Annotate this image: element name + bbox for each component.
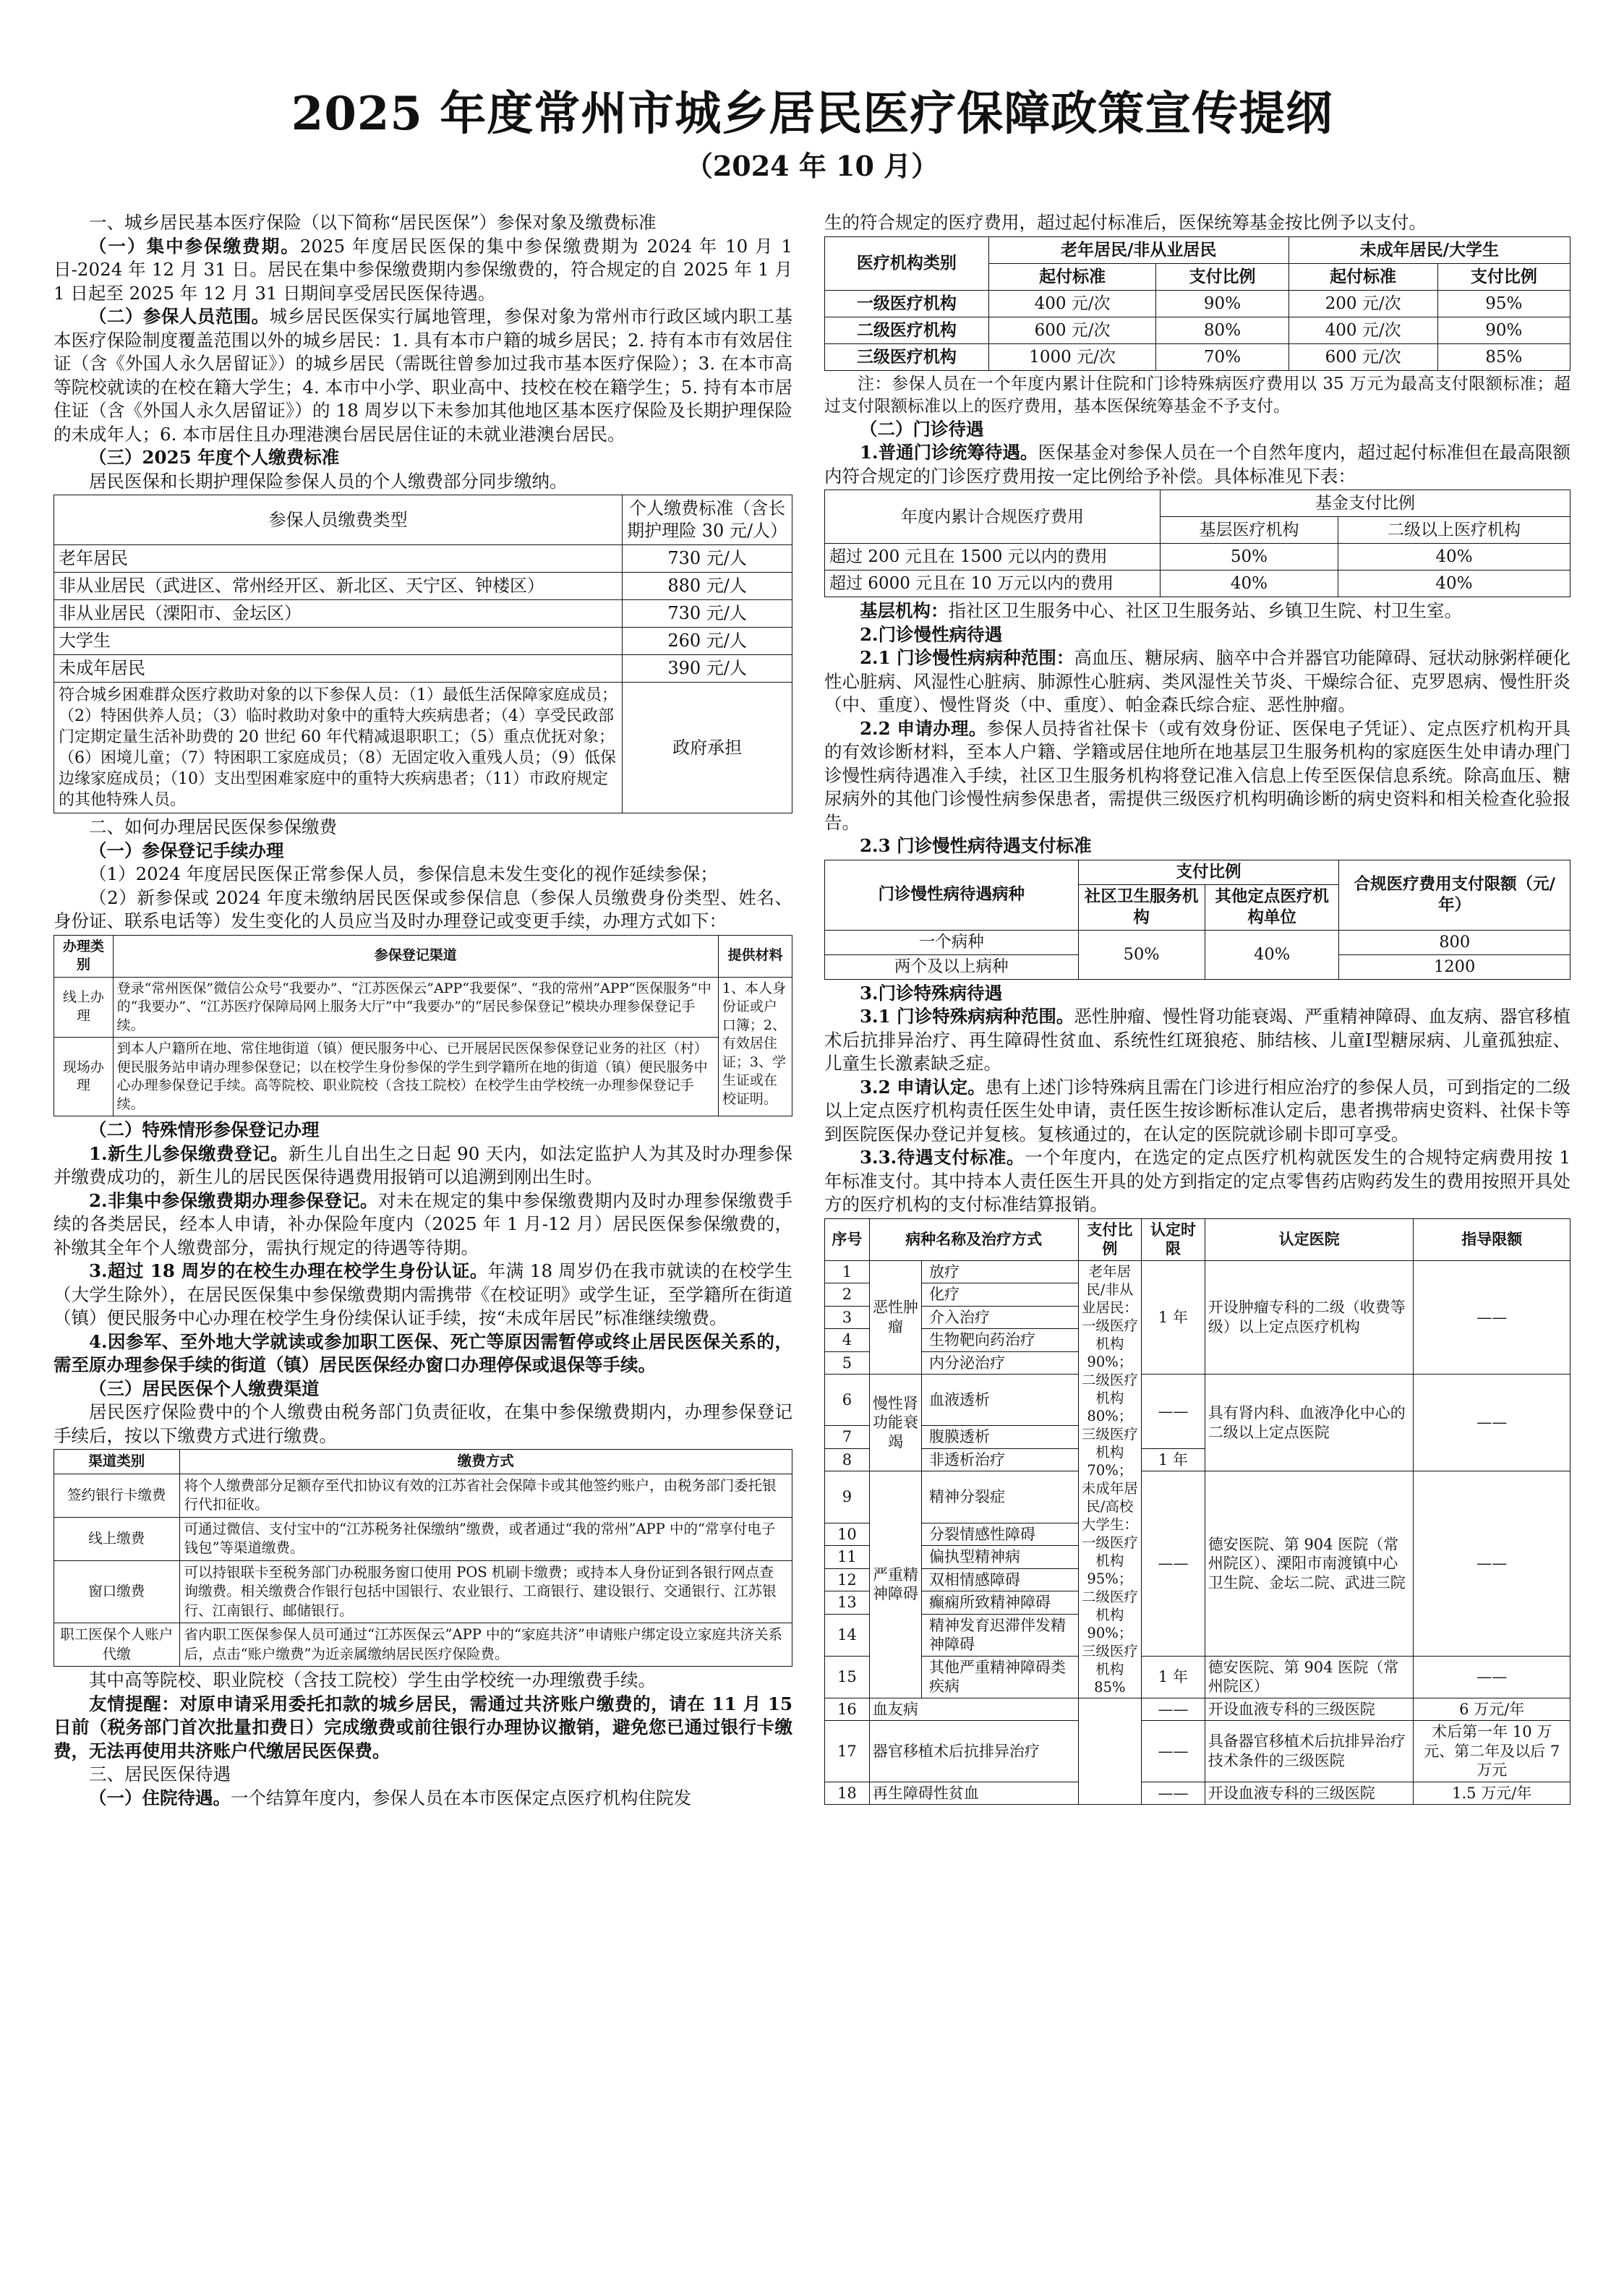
reg-online-text: 登录“常州医保”微信公众号“我要办”、“江苏医保云”APP“我要保”、“我的常州”APP“医保服务”中的“我要办”、“江苏医疗保障局网上服务大厅”中“我要办”的“居民参保登记”模块办理参保登记手续。 [113,977,718,1038]
section-2-2-3-lead: 3.超过 18 周岁的在校生办理在校学生身份认证。 [89,1260,488,1281]
section-3-3-pay-text: 一个年度内，在选定的定点医疗机构就医发生的合规特定病费用按 1 年标准支付。其中持本人责任医生开具的处方到指定的定点零售药店购药发生的费用按照开具处方的医疗机构的支付标准结算报销。 [824,1147,1571,1215]
sp-no: 2 [825,1283,870,1307]
reg-offline-text: 到本人户籍所在地、常住地街道（镇）便民服务中心、已开展居民医保参保登记业务的社区（村）便民服务站申请办理参保登记；以在校学生身份参保的学生到学籍所在地的街道（镇）便民服务中心办理参保登记手续。高等院校、职业院校（含技工院校）在校学生由学校统一办理参保登记手续。 [113,1038,718,1116]
sp-no: 15 [825,1656,870,1698]
sp-disease: 其他严重精神障碍类疾病 [922,1656,1079,1698]
inpatient-cell: 1000 元/次 [988,343,1156,370]
sp-no: 16 [825,1698,870,1721]
pay-header-type: 渠道类别 [54,1450,180,1474]
section-1-2-lead: （二）参保人员范围。 [89,306,270,327]
table-row [54,1560,792,1623]
table-row [54,977,792,1038]
table-row [54,628,792,655]
sp-header-no: 序号 [825,1218,870,1260]
op-header-high: 二级以上医疗机构 [1338,517,1570,544]
table-row [825,1782,1570,1805]
section-3-1-text: 一个结算年度内，参保人员在本市医保定点医疗机构住院发 [231,1787,691,1808]
registration-table [54,935,792,1117]
section-1-1-text: 2025 年度居民医保的集中参保缴费期为 2024 年 10 月 1 日-2024 年 12 月 31 日。居民在集中参保缴费期内参保缴费的，符合规定的自 2025 年 1 月 1 日起至 2025 年 12 月 31 日期间享受居民医保待遇。 [54,235,792,304]
section-3-1-continued: 生的符合规定的医疗费用，超过起付标准后，医保统筹基金按比例予以支付。 [824,212,1427,233]
sp-r16-period: —— [1142,1698,1205,1721]
section-2-2-text: 参保人员持省社保卡（或有效身份证、医保电子凭证）、定点医疗机构开具的有效诊断材料，至本人户籍、学籍或居住地所在地基层卫生服务机构的家庭医生处申请办理门诊慢性病待遇准入手续，社区卫生服务机构将登记准入信息上传至医保信息系统。除高血压、糖尿病外的其他门诊慢性病参保患者，需提供三级医疗机构明确诊断的病史资料和相关检查化验报告。 [824,717,1571,833]
chronic-header-group: 支付比例 [1078,860,1339,884]
outpatient-table [824,490,1570,597]
inpatient-type-cell: 三级医疗机构 [825,343,989,370]
sp-no: 9 [825,1471,870,1523]
right-column [824,211,1570,1807]
inpatient-cell: 400 元/次 [1288,317,1437,343]
reg-offline-label: 现场办理 [54,1038,114,1116]
chronic-comm: 50% [1078,930,1205,979]
sp-disease: 非透析治疗 [922,1448,1079,1471]
chronic-header-disease: 门诊慢性病待遇病种 [825,860,1079,930]
fee-type-cell: 老年居民 [54,545,623,573]
table-row [54,1623,792,1667]
sp-disease: 分裂情感性障碍 [922,1523,1079,1546]
section-2-2-4: 4.因参军、至外地大学就读或参加职工医保、死亡等原因需暂停或终止居民医保关系的，需至原办理参保手续的街道（镇）居民医保经办窗口办理停保或退保等手续。 [54,1330,792,1375]
friendly-reminder: 友情提醒：对原申请采用委托扣款的城乡居民，需通过共济账户缴费的，请在 11 月 15 日前（税务部门首次批量扣费日）完成缴费或前往银行办理协议撤销，避免您已通过银行卡缴费，无法再使用共济账户代缴居民医保费。 [54,1693,792,1761]
reg-header-materials: 提供材料 [718,935,792,977]
op-header-group: 基金支付比例 [1160,490,1570,517]
inpatient-type-cell: 二级医疗机构 [825,317,989,343]
sp-no: 10 [825,1523,870,1546]
section-3-heading: 三、居民医保待遇 [89,1764,231,1785]
table-row [825,544,1570,570]
table-row [825,1698,1570,1721]
section-2-2-1 [54,1142,792,1189]
section-2-2-3-text: 年满 18 周岁仍在我市就读的在校学生（大学生除外），在居民医保集中参保缴费期内需携带《在校证明》或学生证，至学籍所在街道（镇）便民服务中心办理在校学生身份续保认证手续，按“未成年居民”标准继续缴费。 [54,1260,793,1328]
reg-header-channel: 参保登记渠道 [113,935,718,977]
pay-method-cell: 省内职工医保参保人员可通过“江苏医保云”APP 中的“家庭共济”申请账户绑定设立家庭共济关系后，点击“账户缴费”为近亲属缴纳居民医疗保险费。 [179,1623,792,1667]
sp-no: 1 [825,1260,870,1283]
chronic-table [824,860,1570,980]
sp-r17-name: 器官移植术后抗排异治疗 [869,1721,1078,1782]
inpatient-header-start: 起付标准 [1288,263,1437,290]
section-3-2-1 [824,441,1570,488]
sp-header-disease: 病种名称及治疗方式 [869,1218,1078,1260]
sp-r18-hosp: 开设血液专科的三级医院 [1205,1782,1414,1805]
section-1-3-text: 居民医保和长期护理保险参保人员的个人缴费部分同步缴纳。 [89,470,568,492]
chronic-limit1: 800 [1339,930,1570,954]
table-row [825,1656,1570,1698]
op-high-cell: 40% [1338,570,1570,597]
sp-header-limit: 指导限额 [1414,1218,1570,1260]
table-row [825,570,1570,597]
sp-r17-hosp: 具备器官移植术后抗排异治疗技术条件的三级医院 [1205,1721,1414,1782]
section-3-1-scope-lead: 3.1 门诊特殊病病种范围。 [860,1006,1074,1027]
sp-no: 8 [825,1448,870,1471]
fee-table-header-fee: 个人缴费标准（含长期护理险 30 元/人） [623,495,792,545]
section-3-2-apply [824,1076,1570,1147]
sp-disease: 腹膜透析 [922,1426,1079,1449]
sp-mental-period: —— [1142,1471,1205,1656]
sp-no: 13 [825,1591,870,1615]
sp-group-tumor: 恶性肿瘤 [869,1260,921,1375]
section-2-1-heading: （一）参保登记手续办理 [89,839,284,861]
sp-renal-period3: 1 年 [1142,1448,1205,1471]
inpatient-note: 注：参保人员在一个年度内累计住院和门诊特殊病医疗费用以 35 万元为最高支付限额标准；超过支付限额标准以上的医疗费用，基本医保统筹基金不予支付。 [824,374,1570,416]
inpatient-cell: 400 元/次 [988,290,1156,317]
sp-no: 7 [825,1426,870,1449]
section-1-1-lead: （一）集中参保缴费期。 [89,235,300,257]
reg-online-label: 线上办理 [54,977,114,1038]
op-high-cell: 40% [1338,544,1570,570]
pay-type-cell: 线上缴费 [54,1517,180,1560]
section-1-1 [54,235,792,306]
section-2-2-2 [54,1189,792,1260]
section-2-1-scope [824,646,1570,717]
table-row [825,1471,1570,1523]
pay-header-method: 缴费方式 [179,1450,792,1474]
sp-r18-period: —— [1142,1782,1205,1805]
sp-no: 3 [825,1306,870,1329]
table-row [54,573,792,600]
section-2-heading: 二、如何办理居民医保参保缴费 [89,816,337,837]
sp-disease: 介入治疗 [922,1306,1079,1329]
sp-ratio-continued [1078,1698,1142,1805]
sp-no: 12 [825,1568,870,1591]
sp-disease: 生物靶向药治疗 [922,1329,1079,1352]
sp-tumor-limit: —— [1414,1260,1570,1375]
op-range-cell: 超过 200 元且在 1500 元以内的费用 [825,544,1161,570]
reg-materials: 1、本人身份证或户口簿；2、有效居住证；3、学生证或在校证明。 [718,977,792,1116]
sp-disease: 精神分裂症 [922,1471,1079,1523]
sp-disease: 化疗 [922,1283,1079,1307]
section-2-3-text: 居民医疗保险费中的个人缴费由税务部门负责征收，在集中参保缴费期内，办理参保登记手续后，按以下缴费方式进行缴费。 [54,1401,792,1446]
inpatient-cell: 95% [1437,290,1570,317]
sp-no: 6 [825,1375,870,1426]
fee-value-cell: 390 元/人 [623,655,792,683]
chronic-other: 40% [1205,930,1339,979]
section-3-1-scope [824,1005,1570,1076]
inpatient-header-type: 医疗机构类别 [825,236,989,290]
sp-disease: 内分泌治疗 [922,1351,1079,1375]
section-3-3-pay-lead: 3.3.待遇支付标准。 [860,1147,1025,1168]
table-row [54,655,792,683]
sp-r18-name: 再生障碍性贫血 [869,1782,1078,1805]
table-row [825,1260,1570,1283]
chronic-header-limit: 合规医疗费用支付限额（元/年） [1339,860,1570,930]
sp-row15-period: 1 年 [1142,1656,1205,1698]
chronic-r1: 一个病种 [825,930,1079,954]
table-row [54,545,792,573]
sp-disease: 偏执型精神病 [922,1546,1079,1569]
inpatient-cell: 90% [1156,290,1288,317]
inpatient-header-group1: 老年居民/非从业居民 [988,236,1288,263]
section-2-2-2-lead: 2.非集中参保缴费期办理参保登记。 [89,1189,378,1211]
inpatient-header-start: 起付标准 [988,263,1156,290]
section-3-1 [54,1787,792,1811]
fee-standard-table [54,495,792,813]
section-2-2-lead: 2.2 申请办理。 [860,717,987,739]
fee-special-cell: 符合城乡困难群众医疗救助对象的以下参保人员：（1）最低生活保障家庭成员；（2）特困供养人员；（3）临时救助对象中的重特大疾病患者；（4）享受民政部门定期定量生活补助费的 20 世纪 60 年代精减退职职工；（5）重点优抚对象；（6）困境儿童；（7）特困职工家庭成员；（8）无固定收入重残人员；（9）低保边缘家庭成员；（10）支出型困难家庭中的重特大疾病患者；（11）市政府规定的其他特殊人员。 [54,683,623,813]
inpatient-cell: 200 元/次 [1288,290,1437,317]
sp-no: 4 [825,1329,870,1352]
fee-type-cell: 非从业居民（溧阳市、金坛区） [54,600,623,628]
sp-mental-hosp: 德安医院、第 904 医院（常州院区）、溧阳市南渡镇中心卫生院、金坛二院、武进三院 [1205,1471,1414,1656]
table-row [825,930,1570,954]
fee-special-value: 政府承担 [623,683,792,813]
sp-header-ratio: 支付比例 [1078,1218,1142,1260]
inpatient-type-cell: 一级医疗机构 [825,290,989,317]
section-3-3-pay [824,1146,1570,1217]
pay-note: 其中高等院校、职业院校（含技工院校）学生由学校统一办理缴费手续。 [89,1670,656,1691]
inpatient-cell: 600 元/次 [1288,343,1437,370]
inpatient-cell: 90% [1437,317,1570,343]
fee-value-cell: 260 元/人 [623,628,792,655]
table-row [54,1517,792,1560]
basic-institution-lead: 基层机构： [860,600,949,621]
sp-renal-period: —— [1142,1375,1205,1449]
special-disease-table [824,1218,1570,1805]
fee-type-cell: 非从业居民（武进区、常州经开区、新北区、天宁区、钟楼区） [54,573,623,600]
inpatient-cell: 85% [1437,343,1570,370]
section-3-1-lead: （一）住院待遇。 [89,1787,231,1808]
fee-value-cell: 880 元/人 [623,573,792,600]
table-row [825,343,1570,370]
section-2-2-3 [54,1260,792,1330]
sp-no: 18 [825,1782,870,1805]
table-row [825,290,1570,317]
inpatient-header-group2: 未成年居民/大学生 [1288,236,1570,263]
section-3-2-heading: （二）门诊待遇 [860,418,984,440]
fee-value-cell: 730 元/人 [623,545,792,573]
sp-tumor-period: 1 年 [1142,1260,1205,1375]
pay-type-cell: 窗口缴费 [54,1560,180,1623]
pay-method-cell: 将个人缴费部分足额存至代扣协议有效的江苏省社会保障卡或其他签约账户，由税务部门委托银行代扣征收。 [179,1474,792,1517]
payment-channel-table [54,1449,792,1667]
section-2-1-p1: （1）2024 年度居民医保正常参保人员，参保信息未发生变化的视作延续参保； [89,863,718,884]
section-2-1-p2: （2）新参保或 2024 年度未缴纳居民医保或参保信息（参保人员缴费身份类型、姓名、身份证、联系电话等）发生变化的人员应当及时办理登记或变更手续，办理方式如下： [54,886,792,931]
basic-institution-def [824,599,1570,623]
fee-table-header-type: 参保人员缴费类型 [54,495,623,545]
table-row [54,1474,792,1517]
sp-group-renal: 慢性肾功能衰竭 [869,1375,921,1471]
fee-value-cell: 730 元/人 [623,600,792,628]
section-2-2-2-text: 对未在规定的集中参保缴费期内及时办理参保缴费手续的各类居民，经本人申请，补办保险年度内（2025 年 1 月-12 月）居民医保参保缴费的，补缴其全年个人缴费部分，需执行规定的待遇等待期。 [54,1189,793,1258]
pay-method-cell: 可通过微信、支付宝中的“江苏税务社保缴纳”缴费，或者通过“我的常州”APP 中的“常享付电子钱包”等渠道缴费。 [179,1517,792,1560]
inpatient-cell: 80% [1156,317,1288,343]
table-row [825,317,1570,343]
chronic-limit2: 1200 [1339,954,1570,979]
section-2-2-1-text: 新生儿自出生之日起 90 天内，如法定监护人为其及时办理参保并缴费成功的，新生儿的居民医保待遇费用报销可以追溯到刚出生时。 [54,1142,792,1187]
chronic-r2: 两个及以上病种 [825,954,1079,979]
sp-disease: 双相情感障碍 [922,1568,1079,1591]
reg-header-type: 办理类别 [54,935,114,977]
op-basic-cell: 40% [1160,570,1338,597]
sp-renal-hosp: 具有肾内科、血液净化中心的二级以上定点医院 [1205,1375,1414,1471]
section-3-2-apply-text: 患有上述门诊特殊病且需在门诊进行相应治疗的参保人员，可到指定的二级以上定点医疗机构责任医生处申请，责任医生按诊断标准认定后，患者携带病史资料、社保卡等到医院医保办登记并复核。复核通过的，在认定的医院就诊刷卡即可享受。 [824,1076,1571,1145]
left-column [54,211,792,1810]
sp-row15-limit: —— [1414,1656,1570,1698]
pay-type-cell: 签约银行卡缴费 [54,1474,180,1517]
section-2-1-lead: 2.1 门诊慢性病病种范围： [860,647,1074,668]
section-special-heading: 3.门诊特殊病待遇 [860,982,1003,1004]
sp-ratio-text: 老年居民/非从业居民：一级医疗机构 90%；二级医疗机构 80%；三级医疗机构 70%；未成年居民/高校大学生：一级医疗机构 95%；二级医疗机构 90%；三级医疗机构 85% [1078,1260,1142,1698]
op-header-range: 年度内累计合规医疗费用 [825,490,1161,544]
sp-disease: 癫痫所致精神障碍 [922,1591,1079,1615]
section-2-2-apply [824,717,1570,835]
section-3-2-1-lead: 1.普通门诊统筹待遇。 [860,442,1038,463]
table-row [54,600,792,628]
sp-r17-limit: 术后第一年 10 万元、第二年及以后 7 万元 [1414,1721,1570,1782]
sp-header-period: 认定时限 [1142,1218,1205,1260]
basic-institution-text: 指社区卫生服务中心、社区卫生服务站、乡镇卫生院、村卫生室。 [948,600,1462,621]
section-3-2-apply-lead: 3.2 申请认定。 [860,1076,986,1098]
fee-type-cell: 未成年居民 [54,655,623,683]
section-1-heading: 一、城乡居民基本医疗保险（以下简称“居民医保”）参保对象及缴费标准 [89,212,657,233]
sp-r16-hosp: 开设血液专科的三级医院 [1205,1698,1414,1721]
table-row [825,1721,1570,1782]
sp-no: 11 [825,1546,870,1569]
chronic-header-comm: 社区卫生服务机构 [1078,884,1205,930]
op-basic-cell: 50% [1160,544,1338,570]
section-1-2 [54,305,792,446]
section-chronic-heading: 2.门诊慢性病待遇 [860,623,1003,645]
sp-row15-hosp: 德安医院、第 904 医院（常州院区） [1205,1656,1414,1698]
chronic-header-other: 其他定点医疗机构单位 [1205,884,1339,930]
sp-disease: 放疗 [922,1260,1079,1283]
sp-mental-limit: —— [1414,1471,1570,1656]
sp-disease: 血液透析 [922,1375,1079,1426]
section-1-2-text: 城乡居民医保实行属地管理，参保对象为常州市行政区域内职工基本医疗保险制度覆盖范围以外的城乡居民：1. 具有本市户籍的城乡居民；2. 持有本市有效居住证（含《外国人永久居留证》）的城乡居民（需既往曾参加过我市基本医疗保险）；3. 在本市高等院校就读的在校在籍大学生；4. 本市中小学、职业高中、技校在校在籍学生；5. 持有本市居住证（含《外国人永久居留证》）的 18 周岁以下未参加其他地区基本医疗保险及长期护理保险的未成年人；6. 本市居住且办理港澳台居民居住证的未就业港澳台居民。 [54,306,793,445]
table-row [825,1375,1570,1426]
section-2-2-1-lead: 1.新生儿参保缴费登记。 [89,1142,289,1164]
sp-r16-name: 血友病 [869,1698,1078,1721]
table-row [54,683,792,813]
sp-r16-limit: 6 万元/年 [1414,1698,1570,1721]
sp-disease: 精神发育迟滞伴发精神障碍 [922,1614,1079,1656]
section-2-2-heading: （二）特殊情形参保登记办理 [89,1119,320,1140]
sp-r18-limit: 1.5 万元/年 [1414,1782,1570,1805]
inpatient-cell: 600 元/次 [988,317,1156,343]
sp-group-mental: 严重精神障碍 [869,1471,921,1698]
inpatient-cell: 70% [1156,343,1288,370]
table-row [54,1038,792,1116]
sp-r17-period: —— [1142,1721,1205,1782]
op-range-cell: 超过 6000 元且在 10 万元以内的费用 [825,570,1161,597]
sp-header-hosp: 认定医院 [1205,1218,1414,1260]
page-subtitle: （2024 年 10 月） [685,150,939,182]
pay-method-cell: 可以持银联卡至税务部门办税服务窗口使用 POS 机刷卡缴费；或持本人身份证到各银行网点查询缴费。相关缴费合作银行包括中国银行、农业银行、工商银行、建设银行、交通银行、江苏银行、江南银行、邮储银行。 [179,1560,792,1623]
section-3-1-scope-text: 恶性肿瘤、慢性肾功能衰竭、严重精神障碍、血友病、器官移植术后抗排异治疗、再生障碍性贫血、系统性红斑狼疮、肺结核、儿童Ⅰ型糖尿病、儿童孤独症、儿童生长激素缺乏症。 [824,1006,1571,1074]
sp-renal-limit: —— [1414,1375,1570,1471]
section-2-3-heading: （三）居民医保个人缴费渠道 [89,1377,320,1399]
sp-no: 17 [825,1721,870,1782]
pay-type-cell: 职工医保个人账户代缴 [54,1623,180,1667]
section-2-3-heading-right: 2.3 门诊慢性病待遇支付标准 [860,835,1092,856]
section-3-2-1-text: 医保基金对参保人员在一个自然年度内，超过起付标准但在最高限额内符合规定的门诊医疗费用按一定比例给予补偿。具体标准见下表： [824,442,1571,487]
section-2-1-text: 高血压、糖尿病、脑卒中合并器官功能障碍、冠状动脉粥样硬化性心脏病、风湿性心脏病、肺源性心脏病、类风湿性关节炎、干燥综合征、克罗恩病、慢性肝炎（中、重度）、慢性肾炎（中、重度）、帕金森氏综合症、恶性肿瘤。 [824,647,1571,715]
section-1-3-heading: （三）2025 年度个人缴费标准 [89,447,340,468]
inpatient-header-ratio: 支付比例 [1156,263,1288,290]
op-header-basic: 基层医疗机构 [1160,517,1338,544]
inpatient-header-ratio: 支付比例 [1437,263,1570,290]
inpatient-table [824,236,1570,371]
sp-tumor-hosp: 开设肿瘤专科的二级（收费等级）以上定点医疗机构 [1205,1260,1414,1375]
sp-no: 14 [825,1614,870,1656]
sp-no: 5 [825,1351,870,1375]
page-title: 2025 年度常州市城乡居民医疗保障政策宣传提纲 [291,87,1333,141]
fee-type-cell: 大学生 [54,628,623,655]
